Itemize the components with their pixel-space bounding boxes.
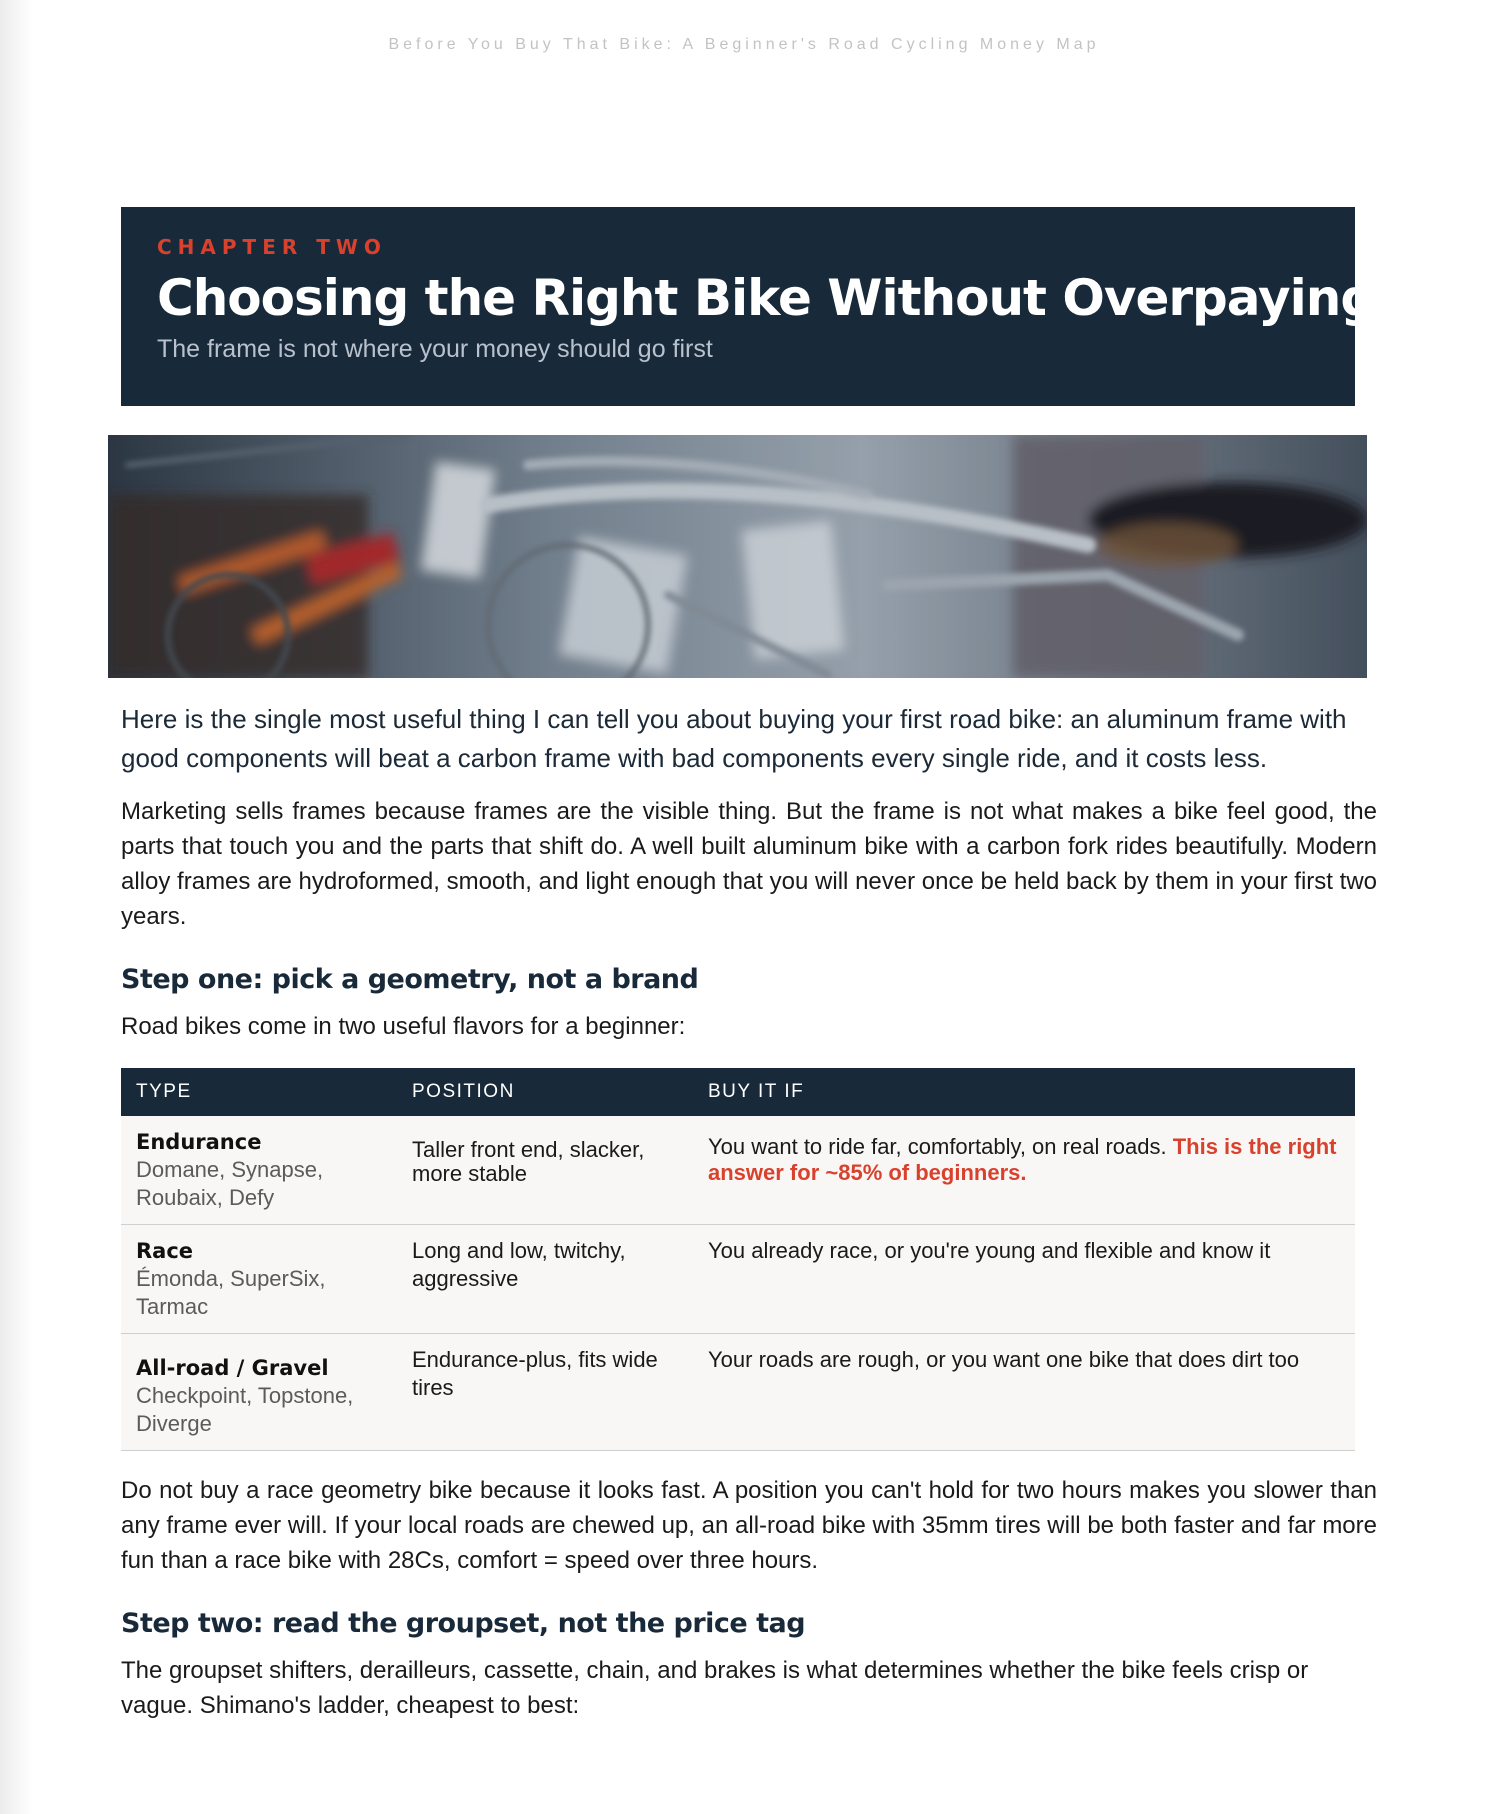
column-header-type: TYPE [121, 1068, 397, 1116]
heading-step-two: Step two: read the groupset, not the price tag [121, 1608, 806, 1639]
chapter-body [121, 700, 1377, 1723]
table-row [121, 1334, 1355, 1451]
position-cell [397, 1225, 693, 1334]
type-cell [121, 1116, 397, 1225]
type-name: Endurance [136, 1130, 262, 1154]
buy-it-if-text: You want to ride far, comfortably, on real roads. [708, 1134, 1167, 1159]
chapter-banner [121, 207, 1376, 406]
type-models: Émonda, SuperSix, Tarmac [136, 1266, 326, 1319]
running-head: Before You Buy That Bike: A Beginner's Road Cycling Money Map [388, 36, 1100, 53]
paragraph-frames: Marketing sells frames because frames are the visible thing. But the frame is not what makes a bike feel good, the parts that touch you and the parts that shift do. A well built aluminum bike with a carbon fork rides beautifully. Modern alloy frames are hydroformed, smooth, and light enough that you will never once be held back by them in your first two years. [121, 798, 1377, 930]
type-cell [121, 1334, 397, 1451]
position-text: Long and low, twitchy, aggressive [412, 1238, 626, 1291]
buy-it-if-cell [693, 1225, 1355, 1334]
type-cell [121, 1225, 397, 1334]
type-models: Checkpoint, Topstone, Diverge [136, 1383, 354, 1436]
buy-it-if-text: You already race, or you're young and flexible and know it [708, 1238, 1271, 1263]
paragraph-groupset: The groupset shifters, derailleurs, cassette, chain, and brakes is what determines whether the bike feels crisp or vague. Shimano's ladder, cheapest to best: [121, 1657, 1309, 1719]
heading-step-one: Step one: pick a geometry, not a brand [121, 964, 699, 995]
column-header-position: POSITION [397, 1068, 693, 1116]
page-edge-shadow [0, 0, 34, 1814]
bike-type-table [121, 1068, 1355, 1451]
type-models: Domane, Synapse, Roubaix, Defy [136, 1157, 324, 1210]
type-name: Race [136, 1239, 194, 1263]
hero-image-bike-shop [108, 435, 1367, 678]
chapter-title: Choosing the Right Bike Without Overpaying [157, 269, 1376, 327]
buy-it-if-text: Your roads are rough, or you want one bike that does dirt too [708, 1347, 1300, 1372]
position-text: Endurance-plus, fits wide tires [412, 1347, 658, 1400]
type-name: All-road / Gravel [136, 1356, 329, 1380]
position-cell [397, 1116, 693, 1225]
paragraph-step-one-intro: Road bikes come in two useful flavors for a beginner: [121, 1013, 686, 1040]
buy-it-if-cell [693, 1116, 1355, 1225]
buy-it-if-cell [693, 1334, 1355, 1451]
position-cell [397, 1334, 693, 1451]
position-text: Taller front end, slacker, more stable [412, 1137, 645, 1186]
chapter-subtitle: The frame is not where your money should go first [157, 335, 713, 363]
chapter-kicker: CHAPTER TWO [157, 235, 387, 259]
table-header-row [121, 1068, 1355, 1116]
table-row [121, 1225, 1355, 1334]
column-header-buy-it-if: BUY IT IF [693, 1068, 1355, 1116]
lead-paragraph: Here is the single most useful thing I can tell you about buying your first road bike: an aluminum frame with good components will beat a carbon frame with bad components every single ride, and it costs less. [121, 704, 1347, 773]
buy-it-if-highlight: This is the right answer for ~85% of beginners. [708, 1134, 1337, 1185]
table-row [121, 1116, 1355, 1225]
paragraph-race-geometry: Do not buy a race geometry bike because it looks fast. A position you can't hold for two hours makes you slower than any frame ever will. If your local roads are chewed up, an all-road bike with 35mm tires will be both faster and far more fun than a race bike with 28Cs, comfort = speed over three hours. [121, 1477, 1377, 1574]
